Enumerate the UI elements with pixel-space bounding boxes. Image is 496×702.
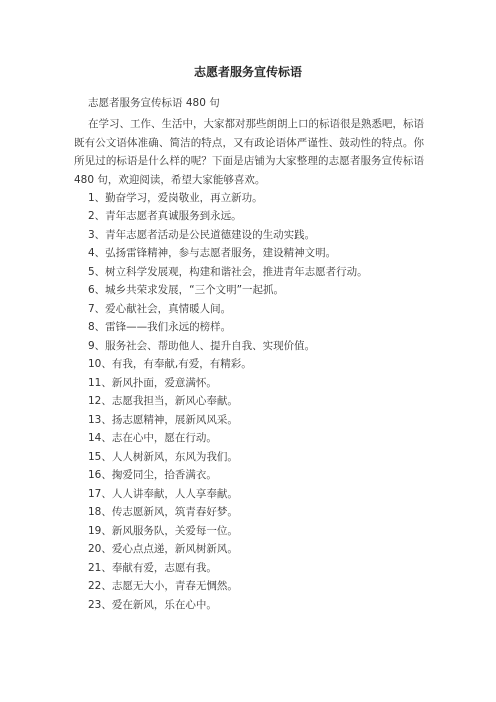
list-item: 14、志在心中，愿在行动。 bbox=[88, 432, 217, 444]
list-item: 1、勤奋学习，爱岗敬业，再立新功。 bbox=[88, 191, 263, 204]
list-item: 21、奉献有爱，志愿有我。 bbox=[88, 561, 217, 574]
document-subtitle: 志愿者服务宣传标语 480 句 bbox=[88, 97, 220, 109]
slogan-list bbox=[88, 189, 368, 615]
list-item: 5、树立科学发展观，构建和谐社会，推进青年志愿者行动。 bbox=[88, 265, 368, 278]
list-item: 15、人人树新风，东风为我们。 bbox=[88, 450, 238, 463]
list-item: 22、志愿无大小，青春无惆然。 bbox=[88, 580, 238, 592]
page-title: 志愿者服务宣传标语 bbox=[193, 65, 302, 79]
list-item: 17、人人讲奉献，人人享奉献。 bbox=[88, 487, 238, 500]
list-item: 16、掬爱同尘，拾香满衣。 bbox=[88, 469, 217, 481]
list-item: 19、新风服务队，关爱每一位。 bbox=[88, 524, 238, 537]
list-item: 4、弘扬雷锋精神，参与志愿者服务，建设精神文明。 bbox=[88, 247, 337, 259]
list-item: 18、传志愿新风，筑青春好梦。 bbox=[88, 506, 238, 518]
list-item: 7、爱心献社会，真情暖人间。 bbox=[88, 302, 232, 315]
list-item: 23、爱在新风，乐在心中。 bbox=[88, 598, 217, 611]
list-item: 20、爱心点点递，新风树新风。 bbox=[88, 543, 238, 555]
list-item: 6、城乡共荣求发展，“三个文明”一起抓。 bbox=[88, 284, 285, 296]
list-item: 3、青年志愿者活动是公民道德建设的生动实践。 bbox=[88, 228, 316, 241]
intro-paragraph: 在学习、工作、生活中，大家都对那些朗朗上口的标语很是熟悉吧，标语既有公文语体准确、简洁的特点，又有政论语体严谨性、鼓动性的特点。你所见过的标语是什么样的呢？下面是店铺为大家整理的志愿者服务宣传标语 480 句，欢迎阅读，希望大家能够喜欢。 bbox=[74, 118, 424, 186]
list-item: 2、青年志愿者真诚服务到永远。 bbox=[88, 210, 242, 222]
list-item: 10、有我，有奉献,有爱，有精彩。 bbox=[88, 358, 252, 370]
list-item: 11、新风扑面，爱意满怀。 bbox=[88, 376, 217, 389]
list-item: 12、志愿我担当，新风心奉献。 bbox=[88, 395, 238, 407]
list-item: 8、雷锋——我们永远的榜样。 bbox=[88, 321, 232, 333]
list-item: 13、扬志愿精神，展新风风采。 bbox=[88, 413, 238, 426]
list-item: 9、服务社会、帮助他人、提升自我、实现价值。 bbox=[88, 339, 316, 352]
